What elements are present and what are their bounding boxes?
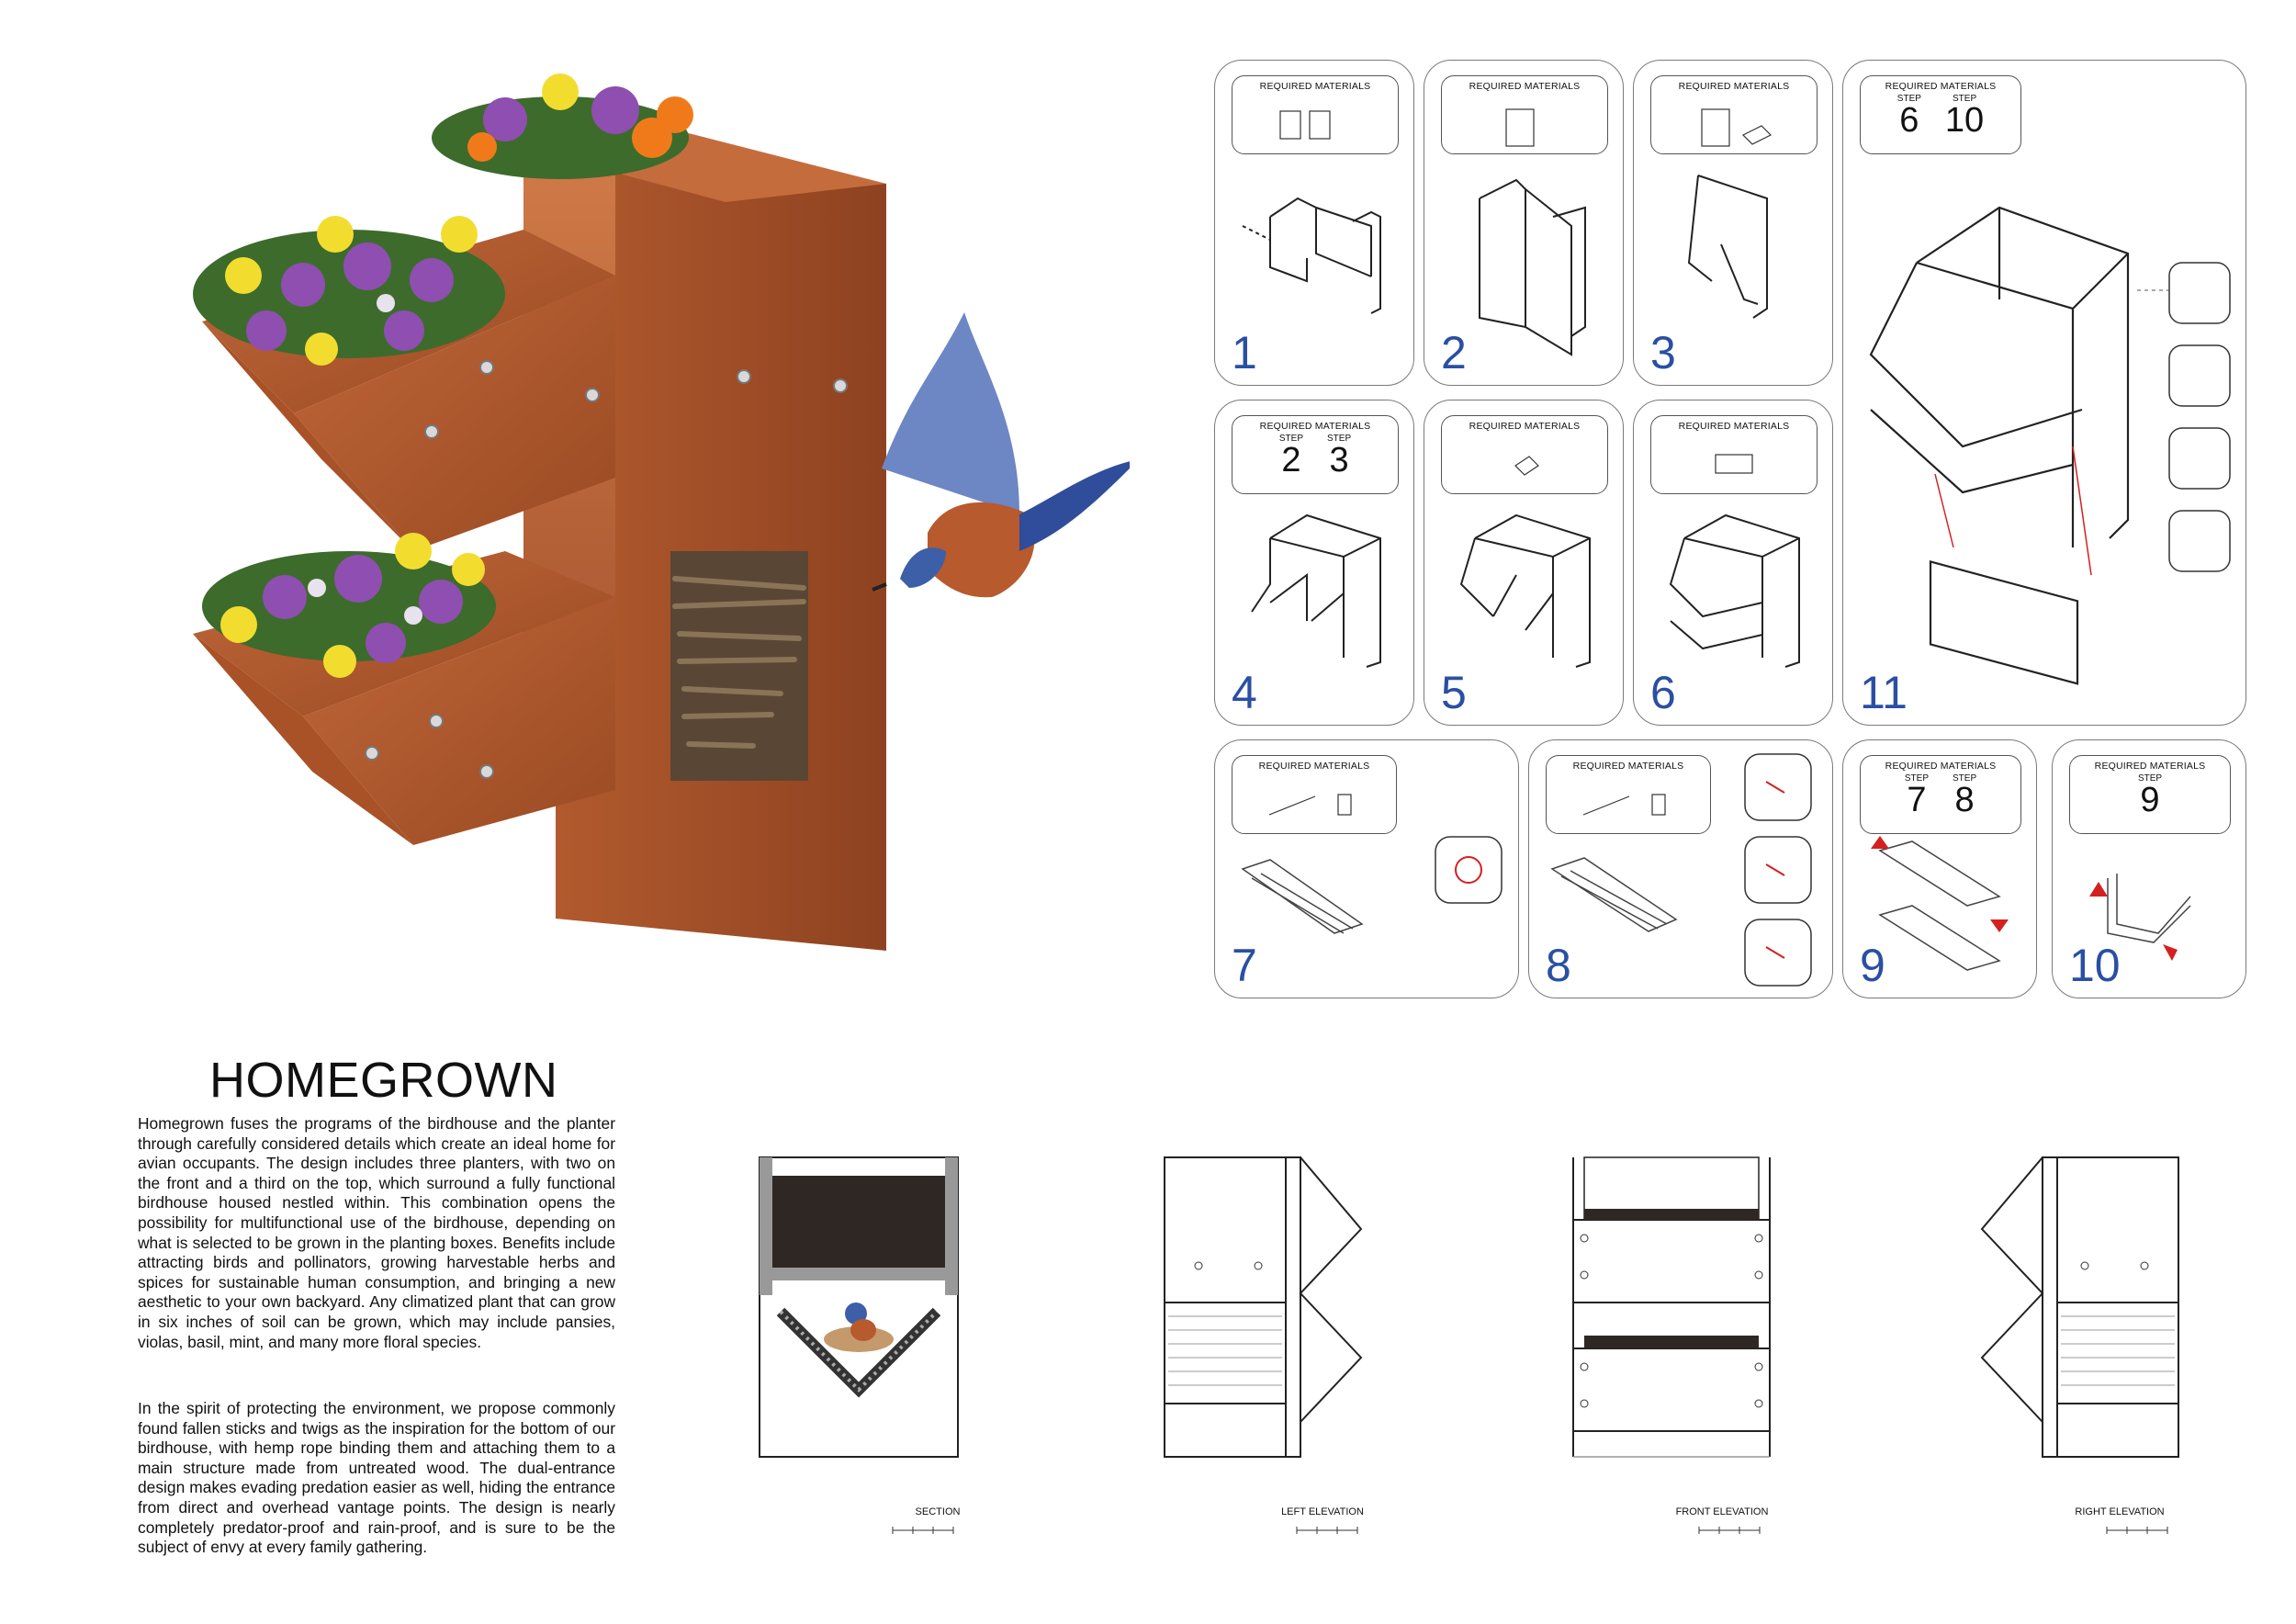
left-elevation-drawing (1157, 1156, 1368, 1468)
assembly-sketch-11 (1843, 61, 2247, 727)
instruction-panel-4 (1214, 400, 1414, 726)
materials-label: REQUIRED MATERIALS (1259, 421, 1371, 432)
bluebird (872, 312, 1130, 597)
left-elevation-label: LEFT ELEVATION (1281, 1506, 1364, 1517)
step-number-3: 3 (1650, 327, 1676, 378)
scale-bar (1697, 1525, 1761, 1536)
referenced-step: 3 (1329, 441, 1349, 479)
instruction-panel-3 (1633, 60, 1833, 386)
assembly-sketch-7 (1215, 740, 1520, 999)
step-label: STEP (1278, 434, 1303, 444)
materials-label: REQUIRED MATERIALS (1678, 81, 1790, 92)
twig-nest (670, 551, 808, 781)
scale-bar (1295, 1525, 1359, 1536)
step-label: STEP (2137, 773, 2163, 784)
step-number-8: 8 (1546, 940, 1571, 991)
instruction-panel-11 (1842, 60, 2246, 726)
instruction-panel-6 (1633, 400, 1833, 726)
project-title: HOMEGROWN (209, 1053, 558, 1108)
instruction-panel-10 (2052, 739, 2246, 998)
scale-bar (2105, 1525, 2169, 1536)
step-number-4: 4 (1232, 667, 1257, 718)
step-label: STEP (1327, 434, 1352, 444)
right-elevation-label: RIGHT ELEVATION (2075, 1506, 2165, 1517)
step-number-5: 5 (1441, 667, 1467, 718)
step-label: STEP (1904, 773, 1929, 784)
assembly-sketch-8 (1529, 740, 1834, 999)
materials-label: REQUIRED MATERIALS (1678, 421, 1790, 432)
front-elevation-label: FRONT ELEVATION (1675, 1506, 1769, 1517)
referenced-step: 10 (1944, 101, 1985, 140)
instruction-panel-2 (1424, 60, 1624, 386)
step-number-2: 2 (1441, 327, 1467, 378)
description-paragraph-2: In the spirit of protecting the environment, we propose commonly found fallen sticks and twigs as the inspiration for the bottom of our birdhouse, with hemp rope binding them and attaching them to a main structure made from untreated wood. The dual-entrance design makes evading predation easier as well, hiding the entrance from direct and overhead vantage points. The design is nearly completely predator-proof and rain-proof, and is sure to be the subject of envy at every family gathering. (138, 1399, 615, 1557)
step-label: STEP (1896, 94, 1921, 104)
birdhouse-planter-render (138, 37, 1130, 955)
step-number-10: 10 (2069, 940, 2121, 991)
referenced-step: 8 (1954, 781, 1975, 819)
description-paragraph-1: Homegrown fuses the programs of the birdhouse and the planter through carefully considered details which create an ideal home for avian occupants. The design includes three planters, with two on the front and a third on the top, which surround a fully functional birdhouse housed nestled within. This combination opens the possibility for multifunctional use of the birdhouse, depending on what is selected to be grown in the planting boxes. Benefits include attracting birds and pollinators, growing harvestable herbs and spices for sustainable human consumption, and bringing a new aesthetic to your own backyard. Any climatized plant that can grow in six inches of soil can be grown, which may include pansies, violas, basil, mint, and many more floral species. (138, 1114, 615, 1351)
instruction-panel-5 (1424, 400, 1624, 726)
materials-label: REQUIRED MATERIALS (1469, 421, 1581, 432)
referenced-step: 7 (1907, 781, 1927, 819)
section-label: SECTION (915, 1506, 961, 1517)
section-drawing (753, 1156, 964, 1468)
referenced-step: 2 (1281, 441, 1301, 479)
instruction-panel-1 (1214, 60, 1414, 386)
materials-label: REQUIRED MATERIALS (1469, 81, 1581, 92)
instruction-panel-7 (1214, 739, 1519, 998)
scale-bar (891, 1525, 955, 1536)
materials-label: REQUIRED MATERIALS (1885, 81, 1997, 92)
materials-label: REQUIRED MATERIALS (1259, 81, 1371, 92)
instruction-panel-8 (1528, 739, 1833, 998)
step-number-9: 9 (1860, 940, 1885, 991)
step-label: STEP (1953, 773, 1977, 784)
step-label: STEP (1953, 94, 1977, 104)
step-number-6: 6 (1650, 667, 1676, 718)
step-number-7: 7 (1232, 940, 1257, 991)
referenced-step: 9 (2140, 781, 2160, 819)
materials-label: REQUIRED MATERIALS (1258, 761, 1370, 772)
step-number-11: 11 (1860, 667, 1908, 718)
referenced-step: 6 (1899, 101, 1919, 140)
step-number-1: 1 (1232, 327, 1257, 378)
instruction-panel-9 (1842, 739, 2037, 998)
front-elevation-drawing (1566, 1156, 1777, 1468)
materials-label: REQUIRED MATERIALS (1885, 761, 1997, 772)
materials-label: REQUIRED MATERIALS (1572, 761, 1684, 772)
right-elevation-drawing (1975, 1156, 2186, 1468)
materials-label: REQUIRED MATERIALS (2094, 761, 2206, 772)
